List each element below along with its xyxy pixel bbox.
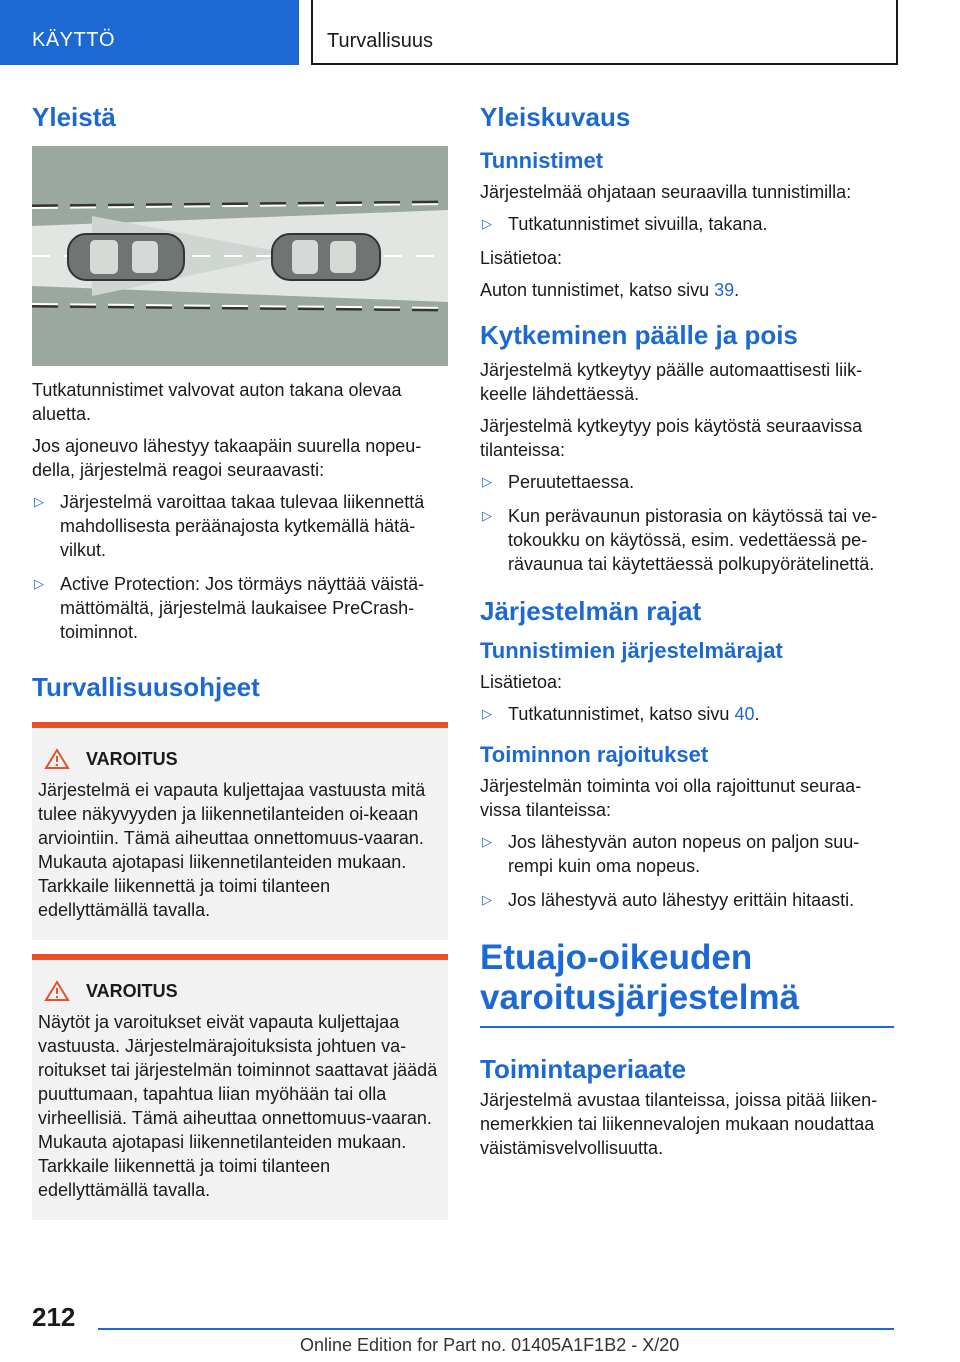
paragraph-on: Järjestelmä kytkeytyy päälle automaattisesti liik‐keelle lähdettäessä. bbox=[480, 360, 863, 404]
edition-note: Online Edition for Part no. 01405A1F1B2 - X/20 bbox=[300, 1335, 680, 1355]
page-link-40[interactable]: 40 bbox=[734, 704, 755, 724]
bullet-triangle-icon: ▷ bbox=[482, 892, 492, 907]
heading-sensor-limits: Tunnistimien järjestelmärajat bbox=[480, 638, 783, 663]
heading-on-off: Kytkeminen päälle ja pois bbox=[480, 320, 798, 350]
list-item: ▷ Active Protection: Jos törmäys näyttää väistä‐mättömältä, järjestelmä laukaisee PreCrash-toiminnot. bbox=[34, 574, 425, 642]
chapter-heading-line2: varoitusjärjestelmä bbox=[480, 978, 800, 1017]
list-item: ▷ Jos lähestyvän auton nopeus on paljon suu‐rempi kuin oma nopeus. bbox=[482, 832, 860, 876]
heading-sensors: Tunnistimet bbox=[480, 148, 604, 173]
left-column bbox=[32, 100, 448, 1234]
heading-limits: Järjestelmän rajat bbox=[480, 596, 702, 626]
chapter-heading-line1: Etuajo-oikeuden bbox=[480, 938, 753, 977]
header-chapter-box bbox=[311, 0, 898, 65]
heading-safety: Turvallisuusohjeet bbox=[32, 672, 260, 702]
chapter-divider bbox=[480, 1026, 894, 1028]
list-item: ▷ Jos lähestyvä auto lähestyy erittäin hitaasti. bbox=[482, 890, 855, 910]
warning-box bbox=[32, 954, 448, 1220]
heading-function-limits: Toiminnon rajoitukset bbox=[480, 742, 709, 767]
warning-title: VAROITUS bbox=[86, 980, 178, 1001]
more-info-label: Lisätietoa: bbox=[480, 672, 563, 692]
right-column bbox=[480, 100, 894, 1168]
list-item: ▷ Tutkatunnistimet, katso sivu 40. bbox=[482, 704, 760, 724]
warning-box bbox=[32, 722, 448, 940]
header-chapter-label: Turvallisuus bbox=[327, 30, 433, 52]
radar-illustration bbox=[32, 146, 448, 366]
list-item: ▷ Kun perävaunun pistorasia on käytössä tai ve‐tokoukku on käytössä, esim. vedettäessä pe‐rävaunua tai käytettäessä polkupyörätelinettä. bbox=[482, 506, 878, 574]
bullet-triangle-icon: ▷ bbox=[34, 494, 44, 509]
warning-triangle-icon bbox=[44, 980, 70, 1002]
header-section-tab bbox=[0, 0, 299, 65]
chapter-heading bbox=[480, 938, 894, 1018]
bullet-triangle-icon: ▷ bbox=[482, 508, 492, 523]
paragraph-principle: Järjestelmä avustaa tilanteissa, joissa pitää liiken‐nemerkkien tai liikennevalojen mukaan noudattaa väistämisvelvollisuutta. bbox=[480, 1090, 878, 1158]
bullet-triangle-icon: ▷ bbox=[482, 834, 492, 849]
list-item: ▷ Tutkatunnistimet sivuilla, takana. bbox=[482, 214, 768, 234]
warning-text: Järjestelmä ei vapauta kuljettajaa vastuusta mitä tulee näkyvyyden ja liikennetilanteiden oi‐keaan arviointiin. Tämä aiheuttaa onnettomuus‐vaaran. Mukauta ajotapasi liikennetilanteiden mukaan. Tarkkaile liikennettä ja toimi tilanteen edellyttämällä tavalla. bbox=[38, 780, 426, 920]
more-info-label: Lisätietoa: bbox=[480, 248, 563, 268]
footer-rule bbox=[98, 1328, 894, 1330]
paragraph-off: Järjestelmä kytkeytyy pois käytöstä seuraavissa tilanteissa: bbox=[480, 416, 863, 460]
page-number: 212 bbox=[32, 1302, 76, 1332]
bullet-triangle-icon: ▷ bbox=[482, 474, 492, 489]
heading-general: Yleistä bbox=[32, 102, 116, 132]
paragraph-sensors: Järjestelmää ohjataan seuraavilla tunnistimilla: bbox=[480, 182, 852, 202]
list-item: ▷ Järjestelmä varoittaa takaa tulevaa liikennettä mahdollisesta peräänajosta kytkemällä hätä‐vilkut. bbox=[34, 492, 425, 560]
bullet-triangle-icon: ▷ bbox=[482, 216, 492, 231]
warning-title: VAROITUS bbox=[86, 748, 178, 769]
bullet-triangle-icon: ▷ bbox=[34, 576, 44, 591]
reference-sensors: Auton tunnistimet, katso sivu 39. bbox=[480, 280, 740, 300]
heading-principle: Toimintaperiaate bbox=[480, 1054, 687, 1084]
paragraph-radar: Tutkatunnistimet valvovat auton takana olevaa aluetta. bbox=[32, 380, 402, 424]
bullet-triangle-icon: ▷ bbox=[482, 706, 492, 721]
page-link-39[interactable]: 39 bbox=[714, 280, 735, 300]
cars-on-road-icon bbox=[32, 146, 448, 366]
warning-triangle-icon bbox=[44, 748, 70, 770]
header-section-label: KÄYTTÖ bbox=[32, 29, 116, 51]
heading-overview: Yleiskuvaus bbox=[480, 102, 631, 132]
paragraph-function: Järjestelmän toiminta voi olla rajoittunut seuraa‐vissa tilanteissa: bbox=[480, 776, 862, 820]
warning-text: Näytöt ja varoitukset eivät vapauta kuljettajaa vastuusta. Järjestelmärajoituksista johtuen va‐roitukset tai järjestelmän toiminnot saattavat jäädä puuttumaan, tapahtua liian myöhään tai olla virheellisiä. Tämä aiheuttaa onnettomuus‐vaaran. Mukauta ajotapasi liikennetilanteiden mukaan. Tarkkaile liikennettä ja toimi tilanteen edellyttämällä tavalla. bbox=[38, 1012, 438, 1200]
list-item: ▷ Peruutettaessa. bbox=[482, 472, 635, 492]
paragraph-approach: Jos ajoneuvo lähestyy takaapäin suurella nopeu‐della, järjestelmä reagoi seuraavasti: bbox=[32, 436, 422, 480]
